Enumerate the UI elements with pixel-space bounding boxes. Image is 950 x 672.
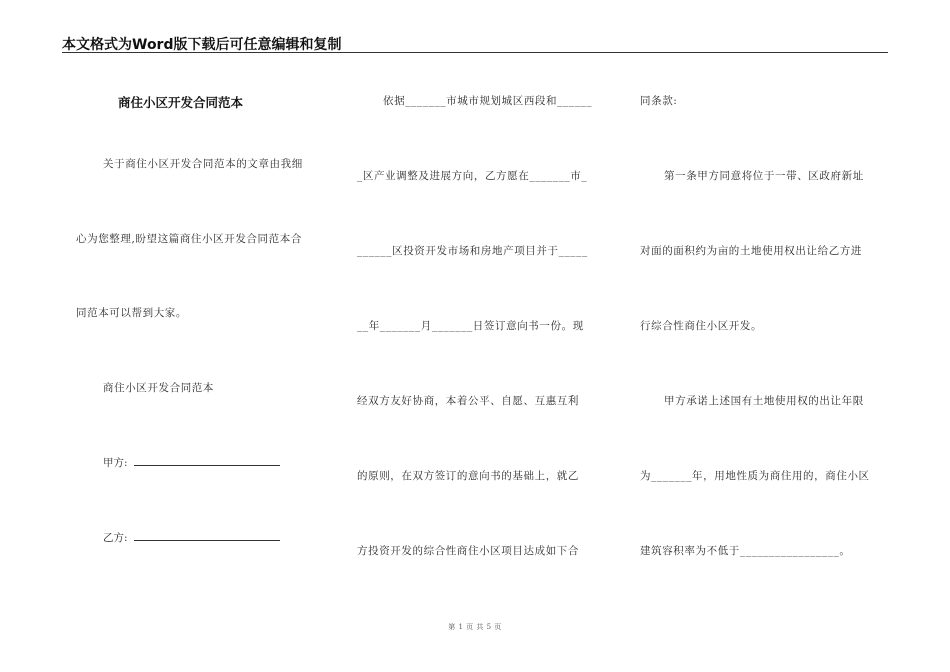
paragraph-line: 为_______年，用地性质为商住用的，商住小区 xyxy=(640,470,870,482)
article-one-line: 第一条甲方同意将位于一带、区政府新址 xyxy=(664,170,864,182)
paragraph-line: 同范本可以帮到大家。 xyxy=(76,307,187,319)
paragraph-line: 建筑容积率为不低于_________________。 xyxy=(640,545,851,557)
paragraph-line: 同条款: xyxy=(640,95,678,107)
paragraph-line: 甲方承诺上述国有土地使用权的出让年限 xyxy=(664,395,864,407)
page-number-footer: 第 1 页 共 5 页 xyxy=(448,623,502,631)
paragraph-line: 的原则，在双方签订的意向书的基础上，就乙 xyxy=(357,470,579,482)
paragraph-line: ______区投资开发市场和房地产项目并于_____ xyxy=(357,245,588,257)
party-b-label: 乙方: xyxy=(103,532,128,544)
header-divider xyxy=(62,52,888,53)
paragraph-line: 心为您整理,盼望这篇商住小区开发合同范本合 xyxy=(76,233,302,245)
paragraph-line: 经双方友好协商，本着公平、自愿、互惠互利 xyxy=(357,395,579,407)
paragraph-line: 依据_______市城市规划城区西段和______ xyxy=(383,95,593,107)
contract-subtitle: 商住小区开发合同范本 xyxy=(103,382,214,394)
party-a-blank xyxy=(134,457,280,466)
paragraph-line: 方投资开发的综合性商住小区项目达成如下合 xyxy=(357,545,579,557)
paragraph-line: 行综合性商住小区开发。 xyxy=(640,320,763,332)
paragraph-line: 关于商住小区开发合同范本的文章由我细 xyxy=(103,158,303,170)
paragraph-line: __年_______月_______日签订意向书一份。现 xyxy=(357,320,584,332)
party-a-label: 甲方: xyxy=(103,457,128,469)
party-a-line xyxy=(103,455,280,470)
party-b-blank xyxy=(134,532,280,541)
party-b-line xyxy=(103,530,280,545)
document-title: 商住小区开发合同范本 xyxy=(118,95,244,110)
paragraph-line: _区产业调整及进展方向，乙方愿在_______市_ xyxy=(357,170,588,182)
document-header-title: 本文格式为Word版下载后可任意编辑和复制 xyxy=(62,37,342,53)
paragraph-line: 对面的面积约为亩的土地使用权出让给乙方进 xyxy=(640,245,862,257)
